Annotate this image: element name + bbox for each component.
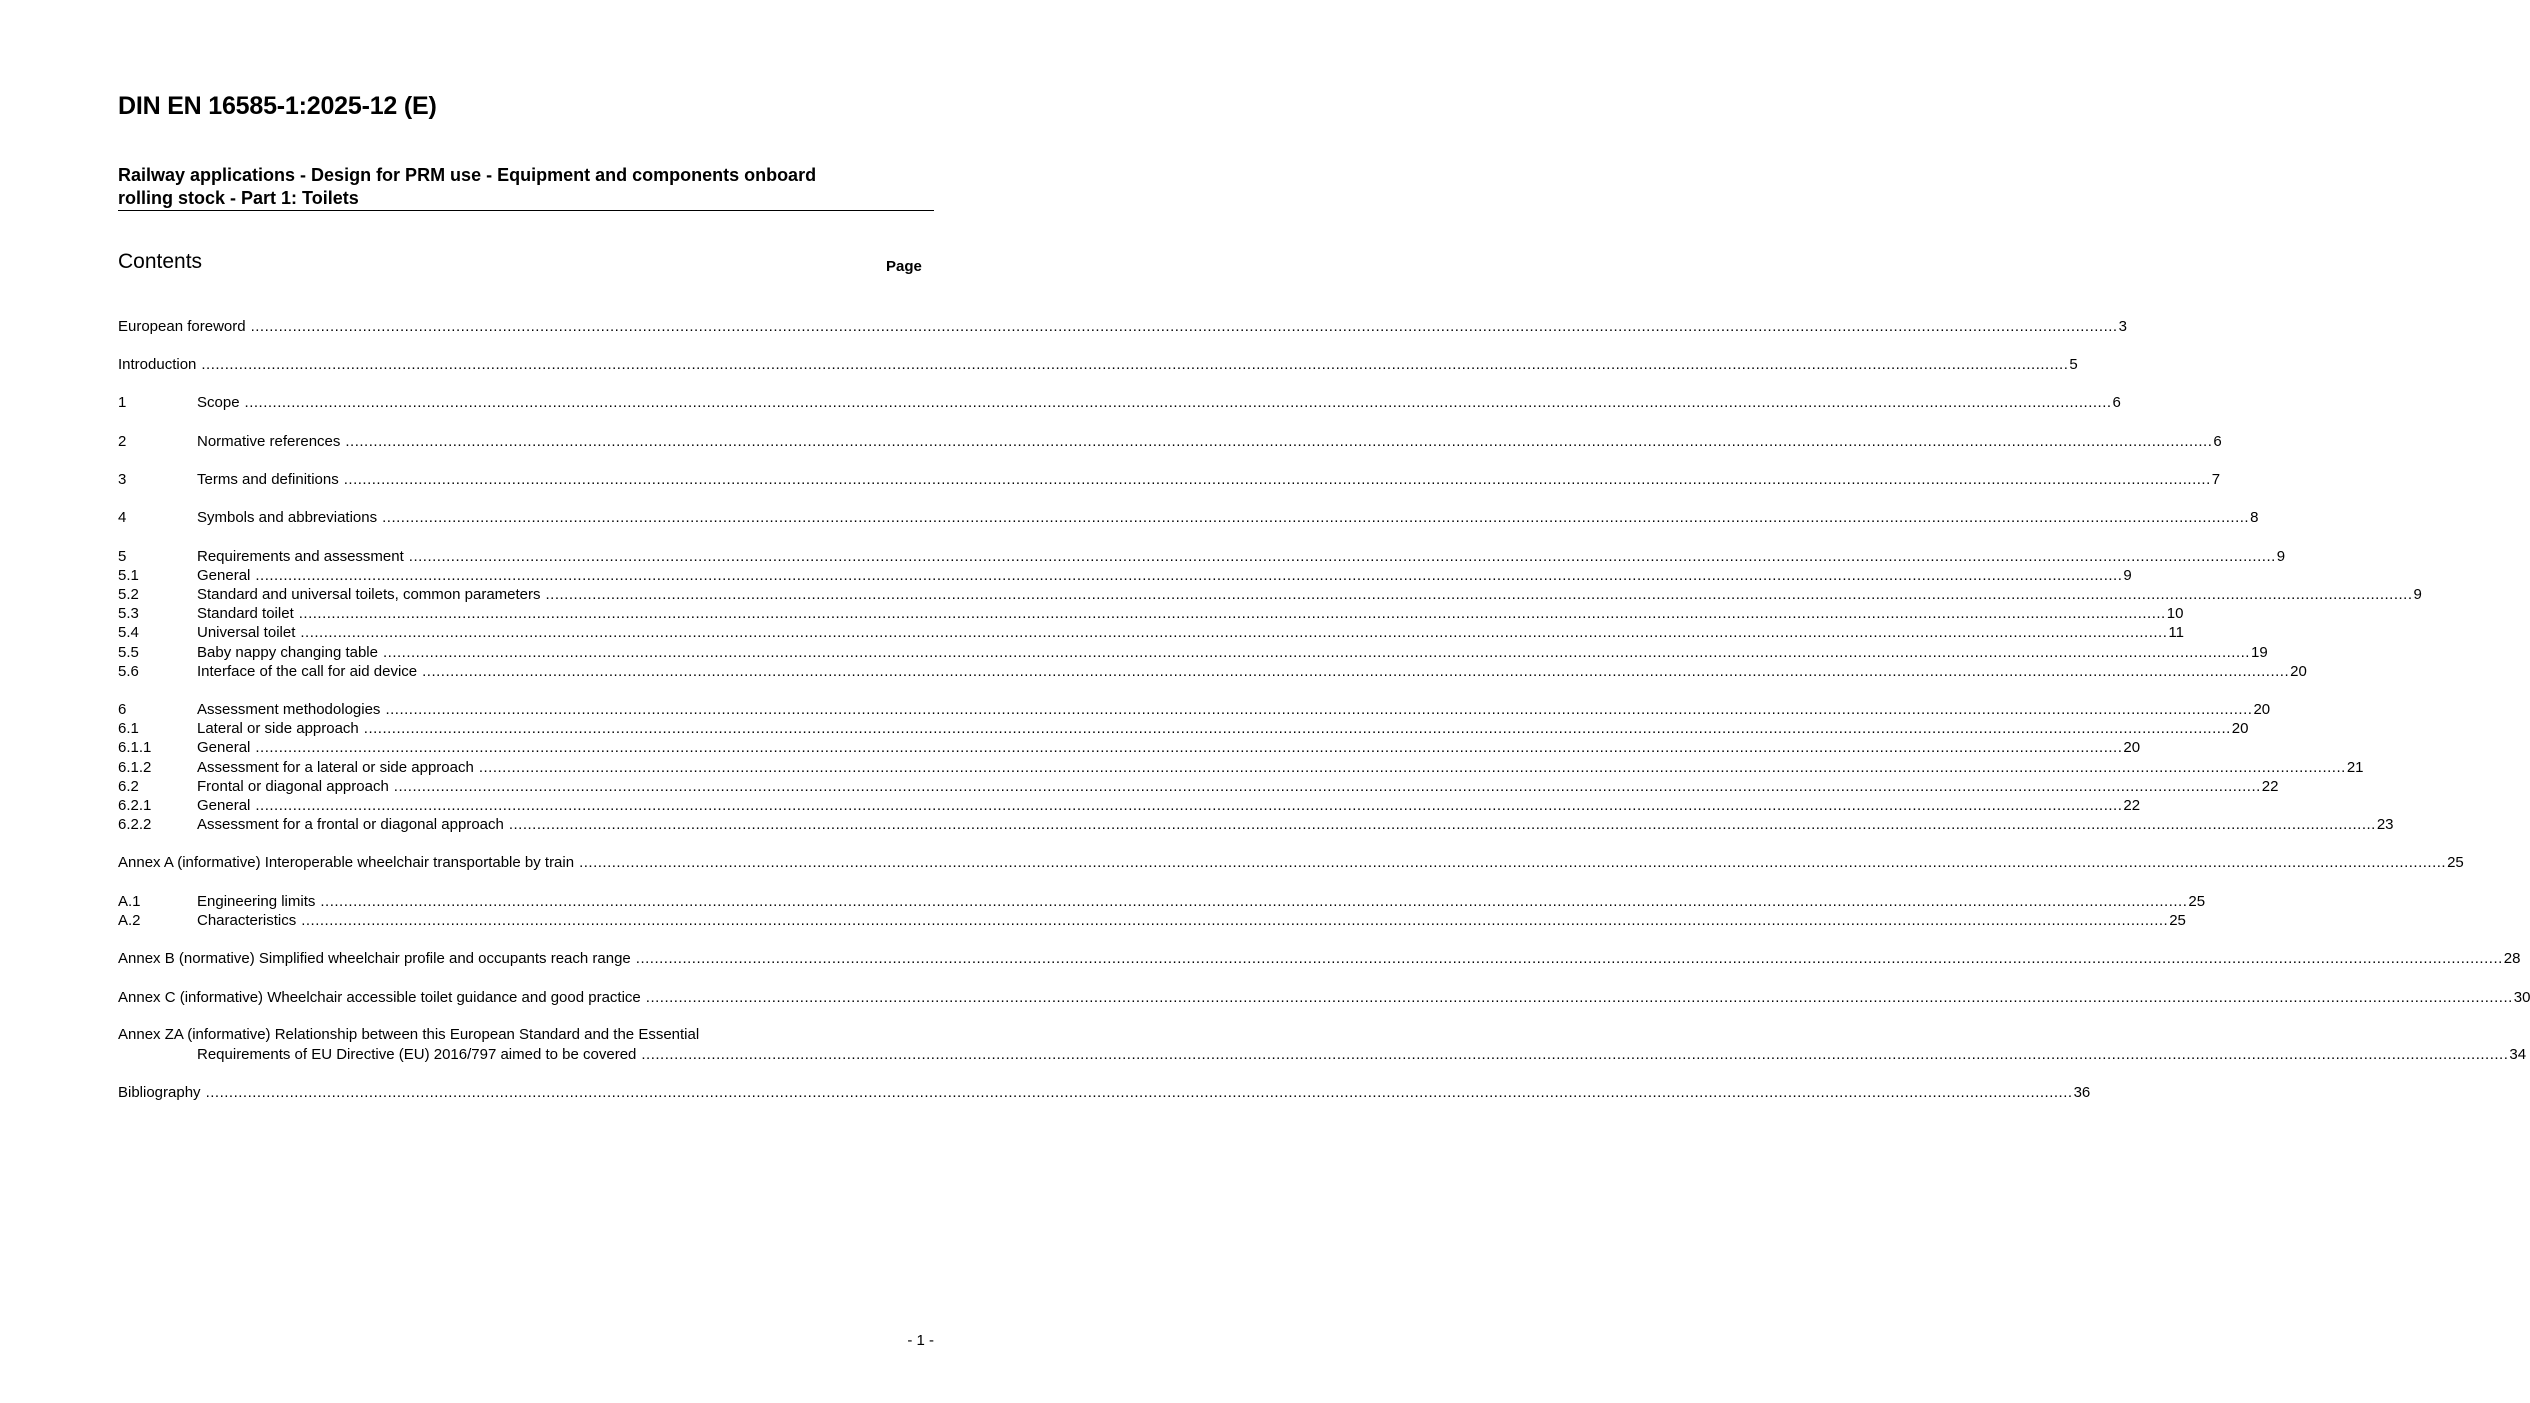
toc-entry-text: Interface of the call for aid device [197,663,418,680]
toc-entry-number: 6.1.1 [118,739,152,756]
toc-entry-number: 5.1 [118,567,139,584]
toc-entry-text: Annex A (informative) Interoperable wheelchair transportable by train [118,854,575,871]
toc-entry-number: 6.2.2 [118,816,152,833]
toc-entry-number: A.2 [118,912,141,929]
toc-entry[interactable] [118,584,2422,604]
toc-leader-dots: ................................................................................................................................................................................................................................................................................................................................................................................................................ [345,433,2213,450]
toc-entry-page: 6 [2213,433,2222,450]
toc-entry-page: 25 [2188,893,2206,910]
toc-entry-page: 11 [2168,624,2184,641]
toc-entry-text: Requirements and assessment [197,548,404,565]
toc-entry-text: General [197,739,251,756]
toc-entry-page: 22 [2261,778,2279,795]
toc-entry-number: 5.3 [118,605,139,622]
toc-entry-number: 3 [118,471,127,488]
toc-entry[interactable] [118,987,2530,1007]
toc-entry-number: 5 [118,548,127,565]
toc-entry-text: Lateral or side approach [197,720,359,737]
toc-leader-dots: ................................................................................................................................................................................................................................................................................................................................................................................................................ [320,893,2188,910]
toc-leader-dots: ................................................................................................................................................................................................................................................................................................................................................................................................................ [645,989,2513,1006]
page-column-label: Page [886,258,922,275]
toc-leader-dots: ................................................................................................................................................................................................................................................................................................................................................................................................................ [301,912,2169,929]
toc-leader-dots: ................................................................................................................................................................................................................................................................................................................................................................................................................ [422,663,2290,680]
toc-entry[interactable] [118,757,2364,777]
document-title [118,164,918,210]
toc-entry-page: 6 [2112,394,2121,411]
toc-entry-text: Universal toilet [197,624,296,641]
toc-entry-page: 9 [2123,567,2132,584]
page-number: - 1 - [907,1332,934,1349]
toc-entry-page: 23 [2376,816,2394,833]
toc-leader-dots: ................................................................................................................................................................................................................................................................................................................................................................................................................ [635,950,2503,967]
toc-entry-page: 25 [2447,854,2464,871]
toc-entry-number: 2 [118,433,127,450]
toc-leader-dots: ................................................................................................................................................................................................................................................................................................................................................................................................................ [579,854,2447,871]
toc-entry-page: 30 [2513,989,2530,1006]
toc-entry-text: Introduction [118,356,197,373]
toc-entry[interactable] [118,642,2268,662]
toc-entry[interactable] [118,1082,2091,1102]
toc-leader-dots: ................................................................................................................................................................................................................................................................................................................................................................................................................ [205,1084,2073,1101]
toc-entry-text: General [197,567,251,584]
toc-entry[interactable] [118,699,2271,719]
toc-entry-text: Symbols and abbreviations [197,509,378,526]
toc-entry-number: 6 [118,701,127,718]
toc-entry-number: 5.6 [118,663,139,680]
toc-entry[interactable] [118,603,2184,623]
toc-entry-page: 28 [2503,950,2521,967]
title-line-2: rolling stock - Part 1: Toilets [118,188,359,208]
toc-entry[interactable] [118,354,2078,374]
toc-entry[interactable] [118,507,2259,527]
toc-entry-page: 9 [2276,548,2286,565]
toc-leader-dots: ................................................................................................................................................................................................................................................................................................................................................................................................................ [641,1046,2509,1063]
toc-entry[interactable] [118,622,2184,642]
toc-entry[interactable] [118,948,2521,968]
toc-entry-text: Annex ZA (informative) Relationship between this European Standard and the Essential [118,1026,700,1043]
document-id: DIN EN 16585-1:2025-12 (E) [118,92,437,120]
toc-entry-text: Standard toilet [197,605,294,622]
toc-entry[interactable] [118,316,2127,336]
toc-entry[interactable] [118,661,2307,681]
toc-entry[interactable] [118,891,2206,911]
toc-entry[interactable] [118,431,2222,451]
toc-entry-page: 20 [2290,663,2307,680]
toc-leader-dots: ................................................................................................................................................................................................................................................................................................................................................................................................................ [508,816,2376,833]
toc-entry-text: Annex C (informative) Wheelchair accessible toilet guidance and good practice [118,989,641,1006]
toc-entry-number: 6.2 [118,778,139,795]
toc-leader-dots: ................................................................................................................................................................................................................................................................................................................................................................................................................ [250,318,2118,335]
toc-entry-page: 10 [2166,605,2184,622]
toc-entry-text: Baby nappy changing table [197,644,378,661]
toc-entry-page: 19 [2250,644,2268,661]
toc-entry-text: General [197,797,251,814]
toc-entry[interactable] [118,718,2249,738]
toc-entry-text: Assessment for a lateral or side approach [197,759,474,776]
toc-entry[interactable] [118,852,2464,872]
toc-entry-number: 5.4 [118,624,139,641]
toc-leader-dots: ................................................................................................................................................................................................................................................................................................................................................................................................................ [382,644,2250,661]
toc-entry-text: Frontal or diagonal approach [197,778,389,795]
toc-entry-page: 20 [2123,739,2141,756]
toc-entry-text: Bibliography [118,1084,201,1101]
toc-entry[interactable] [118,392,2121,412]
toc-leader-dots: ................................................................................................................................................................................................................................................................................................................................................................................................................ [255,739,2123,756]
toc-leader-dots: ................................................................................................................................................................................................................................................................................................................................................................................................................ [298,605,2166,622]
toc-entry-number: 6.1.2 [118,759,152,776]
toc-leader-dots: ................................................................................................................................................................................................................................................................................................................................................................................................................ [393,778,2261,795]
toc-entry-text: Assessment methodologies [197,701,381,718]
toc-entry[interactable] [118,546,2286,566]
toc-entry-page: 21 [2346,759,2364,776]
toc-entry[interactable] [118,795,2141,815]
toc-entry-text: Normative references [197,433,341,450]
toc-entry-number: 4 [118,509,127,526]
toc-entry[interactable] [118,910,2186,930]
toc-entry-page: 8 [2250,509,2259,526]
toc-entry-page: 7 [2211,471,2221,488]
toc-entry-page: 20 [2253,701,2271,718]
toc-entry-page: 5 [2069,356,2078,373]
toc-entry[interactable] [118,1044,2527,1064]
toc-entry-text: Assessment for a frontal or diagonal approach [197,816,504,833]
toc-entry-page: 22 [2123,797,2141,814]
toc-entry[interactable] [118,737,2141,757]
toc-entry[interactable] [118,814,2394,834]
toc-entry-page: 20 [2231,720,2249,737]
toc-entry-text: Annex B (normative) Simplified wheelchair profile and occupants reach range [118,950,631,967]
toc-entry-number: 5.2 [118,586,139,603]
toc-entry-number: 6.1 [118,720,139,737]
toc-entry-text: European foreword [118,318,246,335]
contents-heading: Contents [118,250,203,273]
toc-entry-page: 9 [2413,586,2422,603]
toc-entry[interactable] [118,565,2132,585]
toc-entry-text-continued: Requirements of EU Directive (EU) 2016/797 aimed to be covered [197,1046,637,1063]
toc-entry-text: Characteristics [197,912,297,929]
toc-leader-dots: ................................................................................................................................................................................................................................................................................................................................................................................................................ [545,586,2413,603]
toc-leader-dots: ................................................................................................................................................................................................................................................................................................................................................................................................................ [408,548,2276,565]
toc-entry-text: Terms and definitions [197,471,339,488]
toc-entry-text: Engineering limits [197,893,316,910]
toc-leader-dots: ................................................................................................................................................................................................................................................................................................................................................................................................................ [255,797,2123,814]
toc-entry-number: 5.5 [118,644,139,661]
toc-entry[interactable] [118,469,2221,489]
toc-leader-dots: ................................................................................................................................................................................................................................................................................................................................................................................................................ [343,471,2211,488]
toc-leader-dots: ................................................................................................................................................................................................................................................................................................................................................................................................................ [478,759,2346,776]
toc-entry-page: 34 [2509,1046,2527,1063]
toc-entry-page: 25 [2169,912,2186,929]
toc-entry-number: 1 [118,394,127,411]
toc-entry-text: Scope [197,394,240,411]
toc-entry-text: Standard and universal toilets, common parameters [197,586,541,603]
toc-leader-dots: ................................................................................................................................................................................................................................................................................................................................................................................................................ [201,356,2069,373]
toc-leader-dots: ................................................................................................................................................................................................................................................................................................................................................................................................................ [382,509,2250,526]
toc-leader-dots: ................................................................................................................................................................................................................................................................................................................................................................................................................ [255,567,2123,584]
toc-entry-page: 3 [2118,318,2127,335]
toc-entry-number: 6.2.1 [118,797,152,814]
title-line-1: Railway applications - Design for PRM use - Equipment and components onboard [118,165,817,185]
title-underline [118,210,934,211]
toc-entry-number: A.1 [118,893,141,910]
toc-entry[interactable] [118,776,2279,796]
toc-entry-page: 36 [2073,1084,2091,1101]
toc-leader-dots: ................................................................................................................................................................................................................................................................................................................................................................................................................ [244,394,2112,411]
toc-leader-dots: ................................................................................................................................................................................................................................................................................................................................................................................................................ [363,720,2231,737]
toc-leader-dots: ................................................................................................................................................................................................................................................................................................................................................................................................................ [385,701,2253,718]
toc-leader-dots: ................................................................................................................................................................................................................................................................................................................................................................................................................ [300,624,2168,641]
